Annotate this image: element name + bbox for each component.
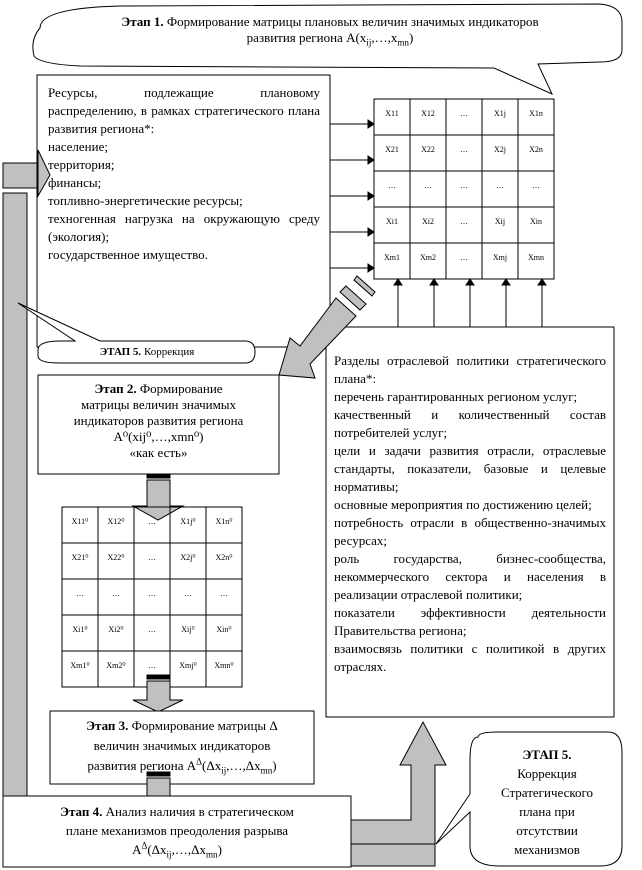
plan-matrix-cell: …: [424, 181, 432, 190]
actual-matrix-cell: Xin⁰: [216, 625, 232, 634]
stage5-label: ЭТАП 5.: [522, 747, 572, 762]
plan-matrix-cell: …: [460, 217, 468, 226]
feedback-bar-left: [3, 193, 27, 801]
stage3-text: величин значимых индикаторов: [93, 738, 271, 753]
actual-matrix-cell: …: [220, 589, 228, 598]
resources-item: население;: [48, 139, 108, 154]
actual-matrix-cell: …: [184, 589, 192, 598]
stage3-label: Этап 3.: [86, 718, 129, 733]
resources-item: топливно-энергетические ресурсы;: [48, 193, 243, 208]
plan-matrix-cell: X1n: [529, 109, 543, 118]
stage5-text: Коррекция: [517, 766, 577, 781]
actual-matrix-cell: X12⁰: [107, 517, 125, 526]
stage2-text: Формирование: [136, 381, 223, 396]
actual-matrix-cell: Xmj⁰: [179, 661, 197, 670]
resources-item: техногенная нагрузка на окружающую среду (экология);: [48, 211, 320, 244]
actual-matrix-cell: Xm2⁰: [106, 661, 126, 670]
resources-heading: Ресурсы, подлежащие плановому распределению, в рамках стратегического плана развития региона*:: [48, 85, 320, 136]
actual-matrix-cell: Xij⁰: [181, 625, 195, 634]
stage3-delta-sup: Δ: [196, 756, 203, 767]
resources-item: финансы;: [48, 175, 102, 190]
plan-matrix-cell: X12: [421, 109, 435, 118]
stage1-text: Формирование матрицы плановых величин значимых индикаторов: [163, 14, 539, 29]
actual-matrix-cell: Xi1⁰: [72, 625, 88, 634]
plan-matrix-cell: X2j: [494, 145, 506, 154]
actual-matrix-cell: X22⁰: [107, 553, 125, 562]
plan-matrix-cell: Xmn: [528, 253, 544, 262]
stage4-formula-open: (Δx: [147, 842, 167, 857]
arrow-matrix-to-stage3: [133, 675, 183, 712]
plan-matrix-cell: Xm1: [384, 253, 400, 262]
stage4-text: плане механизмов преодоления разрыва: [65, 823, 289, 838]
plan-matrix-cell: X21: [385, 145, 399, 154]
stage3-text: развития региона A: [87, 758, 197, 773]
plan-matrix-cell: …: [460, 253, 468, 262]
actual-matrix-cell: Xm1⁰: [70, 661, 90, 670]
policy-item: потребность отрасли в общественно-значимых ресурсах;: [334, 515, 606, 548]
policy-item: перечень гарантированных регионом услуг;: [334, 389, 578, 404]
stage1-formula-sub2: mn: [397, 37, 409, 48]
stage3-sub-mn: mn: [260, 765, 273, 776]
plan-matrix-cell: …: [532, 181, 540, 190]
stage2-as-is: «как есть»: [129, 445, 188, 460]
stage1-formula-prefix: развития региона A(x: [246, 30, 367, 45]
actual-matrix-cell: …: [148, 589, 156, 598]
stage4-sub-ij: ij: [166, 849, 172, 860]
policy-item: основные мероприятия по достижению целей;: [334, 497, 592, 512]
stage4-formula-end: ,…,Δx: [171, 842, 206, 857]
plan-matrix-cell: X2n: [529, 145, 543, 154]
stage4-formula: A: [132, 842, 142, 857]
policy-item: цели и задачи развития отрасли, отраслевые стандарты, показатели, базовые и целевые нормативы;: [334, 443, 606, 494]
stage2-text: индикаторов развития региона: [73, 413, 244, 428]
actual-matrix-cell: X1n⁰: [215, 517, 233, 526]
plan-matrix-cell: Xi1: [386, 217, 398, 226]
policy-item: показатели эффективности деятельности Правительства региона;: [334, 605, 606, 638]
policy-heading: Разделы отраслевой политики стратегического плана*:: [334, 353, 606, 386]
stage3-text: Формирование матрицы Δ: [128, 718, 278, 733]
resources-item: территория;: [48, 157, 115, 172]
stage3-box: [52, 716, 312, 776]
stage4-sub-mn: mn: [205, 849, 218, 860]
stage2-formula: A⁰(xij⁰,…,xmn⁰): [113, 429, 204, 444]
plan-matrix-cell: Xi2: [422, 217, 434, 226]
actual-matrix-cell: …: [112, 589, 120, 598]
actual-matrix-cell: …: [76, 589, 84, 598]
resources-box: [48, 84, 320, 264]
policy-column-arrows: [394, 279, 546, 327]
stage5-text: механизмов: [514, 842, 580, 857]
plan-matrix-cell: …: [460, 181, 468, 190]
feedback-arrow-right: [351, 722, 446, 866]
stage4-text: Анализ наличия в стратегическом: [102, 804, 294, 819]
plan-matrix-cell: X1j: [494, 109, 506, 118]
stage2-box: [40, 381, 277, 461]
plan-matrix-cell: X11: [385, 109, 399, 118]
actual-matrix-cell: X11⁰: [71, 517, 89, 526]
stage3-sub-ij: ij: [221, 765, 227, 776]
stage5-small-text: [40, 345, 254, 359]
stage5-text: Стратегического: [500, 785, 594, 800]
plan-matrix-cell: Xmj: [492, 253, 508, 262]
actual-matrix-cell: Xmn⁰: [214, 661, 234, 670]
actual-matrix-cell: …: [148, 553, 156, 562]
stage5-small-label: ЭТАП 5.: [99, 346, 142, 358]
stage4-close: ): [217, 842, 222, 857]
policy-item: качественный и количественный состав потребителей услуг;: [334, 407, 606, 440]
resource-row-arrows: [330, 120, 374, 272]
plan-matrix-cell: …: [460, 109, 468, 118]
plan-matrix-cell: X22: [421, 145, 435, 154]
stage1-formula-mid: ,…,x: [371, 30, 398, 45]
policy-item: взаимосвязь политики с политикой в других отраслях.: [334, 641, 606, 674]
stage5-small-desc: Коррекция: [141, 346, 195, 358]
stage1-label: Этап 1.: [121, 14, 164, 29]
stage1-formula-suffix: ): [408, 30, 414, 45]
stage5-text: отсутствии: [516, 823, 578, 838]
plan-matrix-cell: Xin: [530, 217, 542, 226]
plan-matrix-cell: …: [496, 181, 504, 190]
actual-matrix-cell: …: [148, 517, 156, 526]
resources-item: государственное имущество.: [48, 247, 208, 262]
stage4-box: [5, 802, 349, 859]
actual-matrix-cell: Xi2⁰: [108, 625, 124, 634]
stage2-label: Этап 2.: [94, 381, 137, 396]
actual-matrix-cell: …: [148, 625, 156, 634]
arrow-stage2-to-matrix: [133, 474, 183, 520]
stage3-formula: (Δx: [202, 758, 222, 773]
actual-matrix-cell: X1j⁰: [180, 517, 196, 526]
stage4-label: Этап 4.: [60, 804, 103, 819]
stage1-formula-sub1: ij: [366, 37, 372, 48]
stage4-delta-sup: Δ: [141, 840, 148, 851]
stage5-text: плана при: [519, 804, 575, 819]
plan-matrix-cell: …: [388, 181, 396, 190]
stage1-title: [60, 14, 600, 46]
stage3-formula-end: ,…,Δx: [226, 758, 261, 773]
plan-matrix-cell: Xij: [494, 217, 506, 226]
sector-policy-box: [334, 352, 606, 676]
actual-matrix-cell: X21⁰: [71, 553, 89, 562]
stage3-close: ): [272, 758, 277, 773]
actual-matrix-cell: …: [148, 661, 156, 670]
plan-matrix-cell: …: [460, 145, 468, 154]
actual-matrix-cell: X2n⁰: [215, 553, 233, 562]
stage5-box: [474, 745, 620, 859]
policy-item: роль государства, бизнес-сообщества, некоммерческого сектора и населения в реализации отраслевой политики;: [334, 551, 606, 602]
actual-matrix-cell: X2j⁰: [180, 553, 196, 562]
plan-matrix-cell: Xm2: [420, 253, 436, 262]
stage2-text: матрицы величин значимых: [80, 397, 237, 412]
